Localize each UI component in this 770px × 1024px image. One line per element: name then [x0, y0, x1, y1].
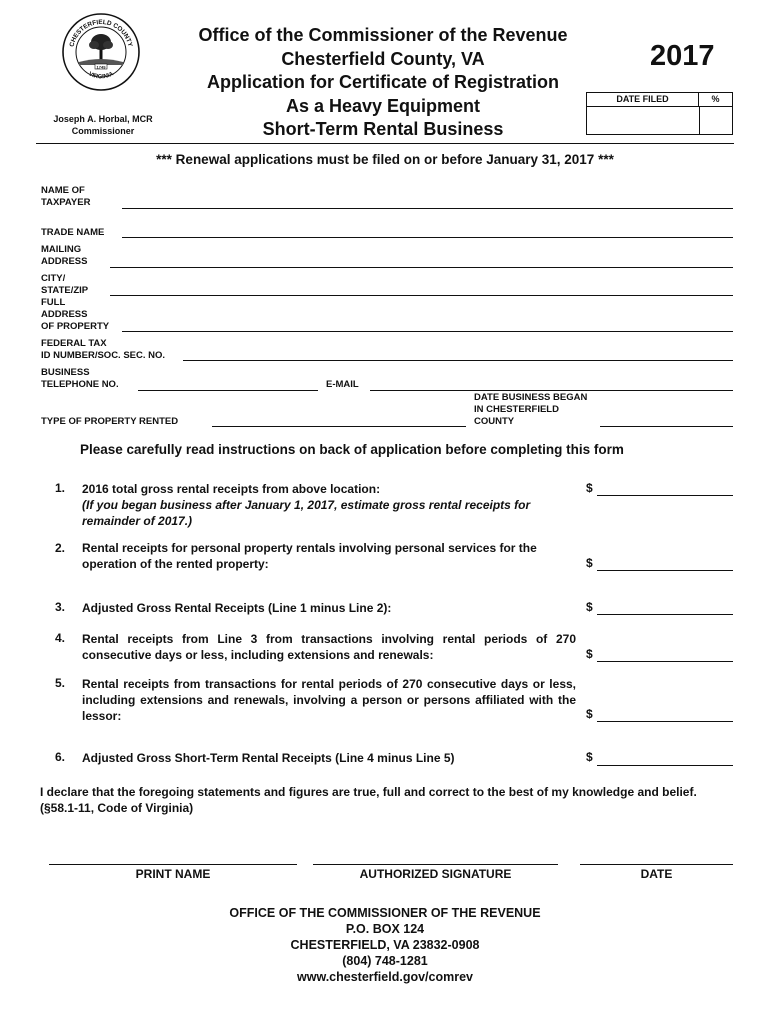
- form-year: 2017: [650, 40, 715, 72]
- title-line-1: Office of the Commissioner of the Revenue: [198, 25, 568, 45]
- item-6-amount-field[interactable]: [597, 765, 733, 766]
- seal-text-top: CHESTERFIELD COUNTY: [68, 18, 134, 48]
- title-line-3: Application for Certificate of Registration: [206, 72, 560, 92]
- footer-phone: (804) 748-1281: [342, 954, 428, 968]
- telephone-field[interactable]: [138, 390, 318, 391]
- email-label: E-MAIL: [326, 379, 359, 390]
- dollar-sign: $: [586, 600, 593, 614]
- trade-name-field[interactable]: [122, 237, 733, 238]
- label-line: IN CHESTERFIELD: [474, 404, 559, 415]
- county-seal-logo: [61, 12, 141, 92]
- label-line: CITY/: [41, 273, 66, 284]
- label-line: ID NUMBER/SOC. SEC. NO.: [41, 350, 166, 361]
- office-address-footer: [0, 905, 770, 985]
- label-line: STATE/ZIP: [41, 285, 89, 296]
- svg-text:VIRGINIA: [87, 71, 115, 81]
- trade-name-label: TRADE NAME: [41, 227, 105, 238]
- item-4-text: Rental receipts from Line 3 from transactions involving rental periods of 270 consecutive days or less, including extensions and renewals:: [82, 632, 576, 662]
- footer-office: OFFICE OF THE COMMISSIONER OF THE REVENUE: [229, 906, 541, 920]
- item-6-text: Adjusted Gross Short-Term Rental Receipts (Line 4 minus Line 5): [82, 751, 455, 765]
- item-1-amount-field[interactable]: [597, 495, 733, 496]
- city-state-zip-field[interactable]: [110, 295, 733, 296]
- label-line: ADDRESS: [41, 256, 88, 267]
- item-number: 1.: [55, 481, 66, 495]
- date-field[interactable]: [580, 864, 733, 865]
- full-address-label: [41, 297, 109, 333]
- seal-year: 1749: [96, 64, 106, 70]
- title-line-4: As a Heavy Equipment: [285, 95, 481, 116]
- item-3-text: Adjusted Gross Rental Receipts (Line 1 minus Line 2):: [82, 601, 392, 615]
- form-title: [178, 24, 588, 142]
- header-divider: [36, 143, 734, 144]
- commissioner-title: Commissioner: [71, 126, 135, 136]
- date-box-divider: [699, 107, 700, 134]
- print-name-label: PRINT NAME: [135, 867, 211, 881]
- item-label: 2016 total gross rental receipts from above location:: [82, 482, 381, 496]
- label-line: TELEPHONE NO.: [41, 379, 119, 390]
- item-number: 5.: [55, 676, 66, 690]
- federal-tax-id-field[interactable]: [183, 360, 733, 361]
- dollar-sign: $: [586, 556, 593, 570]
- name-of-taxpayer-label: [41, 185, 90, 209]
- label-line: FEDERAL TAX: [41, 338, 107, 349]
- label-line: MAILING: [41, 244, 82, 255]
- item-4-amount-field[interactable]: [597, 661, 733, 662]
- label-line: FULL: [41, 297, 66, 308]
- label-line: COUNTY: [474, 416, 515, 427]
- item-note: (If you began business after January 1, 2017, estimate gross rental receipts for remainder of 2017.): [82, 498, 531, 528]
- property-address-field[interactable]: [122, 331, 733, 332]
- item-number: 4.: [55, 631, 66, 645]
- commissioner-name: Joseph A. Horbal, MCR: [53, 114, 153, 124]
- title-line-2: Chesterfield County, VA: [281, 48, 485, 69]
- signature-field[interactable]: [313, 864, 558, 865]
- mailing-address-field[interactable]: [110, 267, 733, 268]
- mailing-address-label: [41, 244, 87, 268]
- authorized-signature-label: AUTHORIZED SIGNATURE: [359, 867, 512, 881]
- declaration-text: I declare that the foregoing statements and figures are true, full and correct to the best of my knowledge and belief. (§58.1-11, Code of Virginia): [40, 785, 697, 815]
- item-5-text: Rental receipts from transactions for rental periods of 270 consecutive days or less, including extensions and renewals, involving a person or persons affiliated with the lessor:: [82, 677, 576, 723]
- property-type-field[interactable]: [212, 426, 466, 427]
- item-number: 3.: [55, 600, 66, 614]
- email-field[interactable]: [370, 390, 733, 391]
- footer-po-box: P.O. BOX 124: [345, 922, 425, 936]
- seal-text-bottom: VIRGINIA: [87, 71, 115, 81]
- item-3-amount-field[interactable]: [597, 614, 733, 615]
- dollar-sign: $: [586, 647, 593, 661]
- title-line-5: Short-Term Rental Business: [262, 119, 504, 139]
- item-number: 6.: [55, 750, 66, 764]
- dollar-sign: $: [586, 707, 593, 721]
- label-line: OF PROPERTY: [41, 321, 110, 332]
- date-began-field[interactable]: [600, 426, 733, 427]
- instructions-notice: Please carefully read instructions on back of application before completing this form: [80, 442, 624, 457]
- type-of-property-label: TYPE OF PROPERTY RENTED: [41, 416, 179, 427]
- label-line: TAXPAYER: [41, 197, 91, 208]
- business-telephone-label: [41, 367, 119, 391]
- date-filed-label: DATE FILED: [587, 93, 699, 107]
- footer-website[interactable]: www.chesterfield.gov/comrev: [297, 970, 473, 984]
- renewal-notice: *** Renewal applications must be filed on or before January 31, 2017 ***: [156, 152, 614, 167]
- label-line: DATE BUSINESS BEGAN: [474, 392, 588, 403]
- dollar-sign: $: [586, 481, 593, 495]
- dollar-sign: $: [586, 750, 593, 764]
- taxpayer-name-field[interactable]: [122, 208, 733, 209]
- item-number: 2.: [55, 541, 66, 555]
- label-line: BUSINESS: [41, 367, 90, 378]
- item-1-text: [82, 481, 576, 529]
- date-label: DATE: [640, 867, 673, 881]
- label-line: NAME OF: [41, 185, 85, 196]
- label-line: ADDRESS: [41, 309, 88, 320]
- date-filed-box: [586, 92, 733, 135]
- footer-city: CHESTERFIELD, VA 23832-0908: [290, 938, 480, 952]
- federal-tax-id-label: [41, 338, 165, 362]
- item-2-amount-field[interactable]: [597, 570, 733, 571]
- print-name-field[interactable]: [49, 864, 297, 865]
- date-business-began-label: [474, 392, 587, 428]
- city-state-zip-label: [41, 273, 88, 297]
- item-5-amount-field[interactable]: [597, 721, 733, 722]
- percent-label: %: [699, 93, 732, 107]
- item-2-text: Rental receipts for personal property rentals involving personal services for the operation of the rented property:: [82, 541, 537, 571]
